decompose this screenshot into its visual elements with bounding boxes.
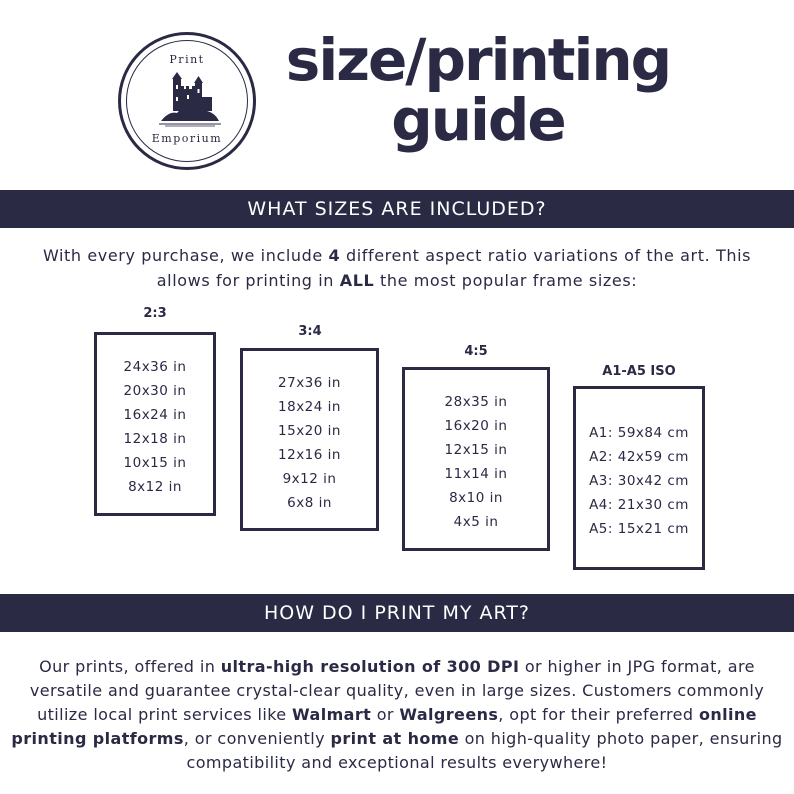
- instructions-emphasis: Walgreens: [399, 705, 499, 724]
- size-box-4-5: [402, 367, 550, 551]
- instructions-emphasis: Walmart: [292, 705, 372, 724]
- size-item: 16x24 in: [123, 407, 187, 423]
- logo-text-bottom: Emporium: [151, 132, 223, 145]
- section-heading-print: HOW DO I PRINT MY ART?: [0, 594, 794, 632]
- size-list-4-5: [405, 390, 547, 534]
- size-item: A5: 15x21 cm: [589, 521, 689, 537]
- print-instructions-paragraph: [10, 655, 784, 775]
- title-line-1: size/printing: [285, 26, 671, 94]
- size-list-2-3: [97, 355, 213, 499]
- logo-text-top: Print: [169, 53, 205, 66]
- size-item: 12x15 in: [444, 442, 508, 458]
- intro-text: the most popular frame sizes:: [374, 271, 638, 290]
- size-item: A3: 30x42 cm: [589, 473, 689, 489]
- instructions-emphasis: print at home: [330, 729, 460, 748]
- instructions-emphasis: ultra-high resolution of 300 DPI: [220, 657, 520, 676]
- size-item: 11x14 in: [444, 466, 508, 482]
- size-item: 15x20 in: [278, 423, 341, 439]
- size-box-3-4: [240, 348, 379, 531]
- size-item: 28x35 in: [444, 394, 508, 410]
- ratio-label-4-5: 4:5: [464, 344, 488, 359]
- size-item: 9x12 in: [282, 471, 337, 487]
- title-line-2: guide: [391, 86, 565, 154]
- size-list-3-4: [243, 371, 376, 515]
- instructions-text: , opt for their preferred: [498, 705, 699, 724]
- size-box-2-3: [94, 332, 216, 516]
- instructions-text: on high-quality photo paper, ensuring compatibility and exceptional results everywhere!: [186, 729, 783, 772]
- instructions-emphasis: online printing platforms: [11, 705, 757, 748]
- intro-text: With every purchase, we include: [42, 246, 329, 265]
- ratio-label-3-4: 3:4: [298, 324, 322, 339]
- size-item: A1: 59x84 cm: [589, 425, 689, 441]
- intro-emphasis: 4: [328, 246, 341, 265]
- size-item: 12x18 in: [123, 431, 187, 447]
- instructions-text: , or conveniently: [183, 729, 331, 748]
- size-item: 4x5 in: [453, 514, 499, 530]
- size-item: 20x30 in: [123, 383, 187, 399]
- size-item: 16x20 in: [444, 418, 508, 434]
- size-item: 12x16 in: [278, 447, 341, 463]
- section-heading-sizes: WHAT SIZES ARE INCLUDED?: [0, 190, 794, 228]
- size-item: A2: 42x59 cm: [589, 449, 689, 465]
- intro-text: different aspect ratio variations of the art. This allows for printing in: [156, 246, 752, 290]
- size-list-iso: [576, 421, 702, 541]
- size-item: 24x36 in: [123, 359, 187, 375]
- page-title: [268, 26, 688, 154]
- brand-logo: [118, 32, 256, 170]
- ratio-label-iso: A1-A5 ISO: [602, 364, 676, 379]
- instructions-text: or: [371, 705, 400, 724]
- size-item: A4: 21x30 cm: [589, 497, 689, 513]
- size-item: 8x10 in: [449, 490, 503, 506]
- ratio-label-2-3: 2:3: [143, 306, 167, 321]
- size-item: 6x8 in: [287, 495, 332, 511]
- castle-icon: [159, 71, 221, 127]
- instructions-text: Our prints, offered in: [39, 657, 221, 676]
- instructions-text: or higher in JPG format, are versatile and guarantee crystal-clear quality, even in large sizes. Customers commonly utilize local print services like: [29, 657, 765, 724]
- intro-paragraph: [20, 243, 774, 293]
- intro-emphasis: ALL: [339, 271, 375, 290]
- size-item: 27x36 in: [278, 375, 341, 391]
- size-item: 18x24 in: [278, 399, 341, 415]
- size-item: 8x12 in: [128, 479, 182, 495]
- size-box-iso: [573, 386, 705, 570]
- size-item: 10x15 in: [123, 455, 187, 471]
